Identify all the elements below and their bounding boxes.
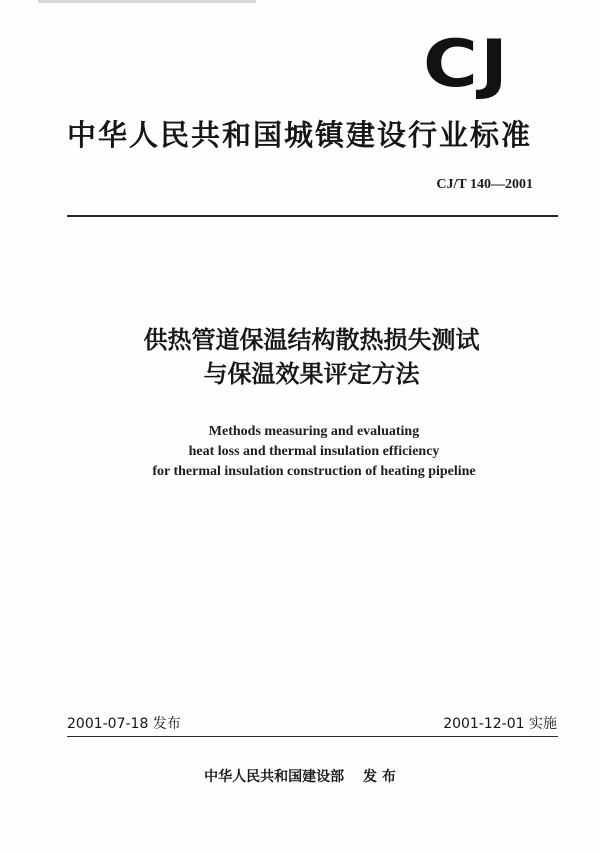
cj-logo: CJ bbox=[423, 27, 511, 102]
standard-number: CJ/T 140—2001 bbox=[436, 177, 533, 192]
english-title-line-1: Methods measuring and evaluating bbox=[208, 424, 420, 439]
chinese-title-line-1: 供热管道保温结构散热损失测试 bbox=[143, 326, 480, 354]
chinese-title bbox=[80, 323, 543, 391]
issued-date: 2001-07-18 发布 bbox=[67, 716, 181, 732]
standard-organization-title: 中华人民共和国城镇建设行业标准 bbox=[67, 118, 533, 152]
issuer-name: 中华人民共和国建设部 bbox=[204, 769, 345, 785]
english-title-line-2: heat loss and thermal insulation efficiency bbox=[188, 444, 440, 459]
english-title-line-3: for thermal insulation construction of heating pipeline bbox=[152, 464, 476, 479]
top-edge-mark bbox=[38, 0, 256, 3]
date-rule bbox=[67, 736, 558, 737]
header-rule bbox=[67, 215, 558, 217]
implementation-date: 2001-12-01 实施 bbox=[443, 716, 557, 732]
issuer-action: 发 布 bbox=[363, 769, 396, 785]
english-title bbox=[64, 422, 564, 482]
chinese-title-line-2: 与保温效果评定方法 bbox=[203, 360, 420, 388]
issuer-line bbox=[168, 766, 432, 786]
